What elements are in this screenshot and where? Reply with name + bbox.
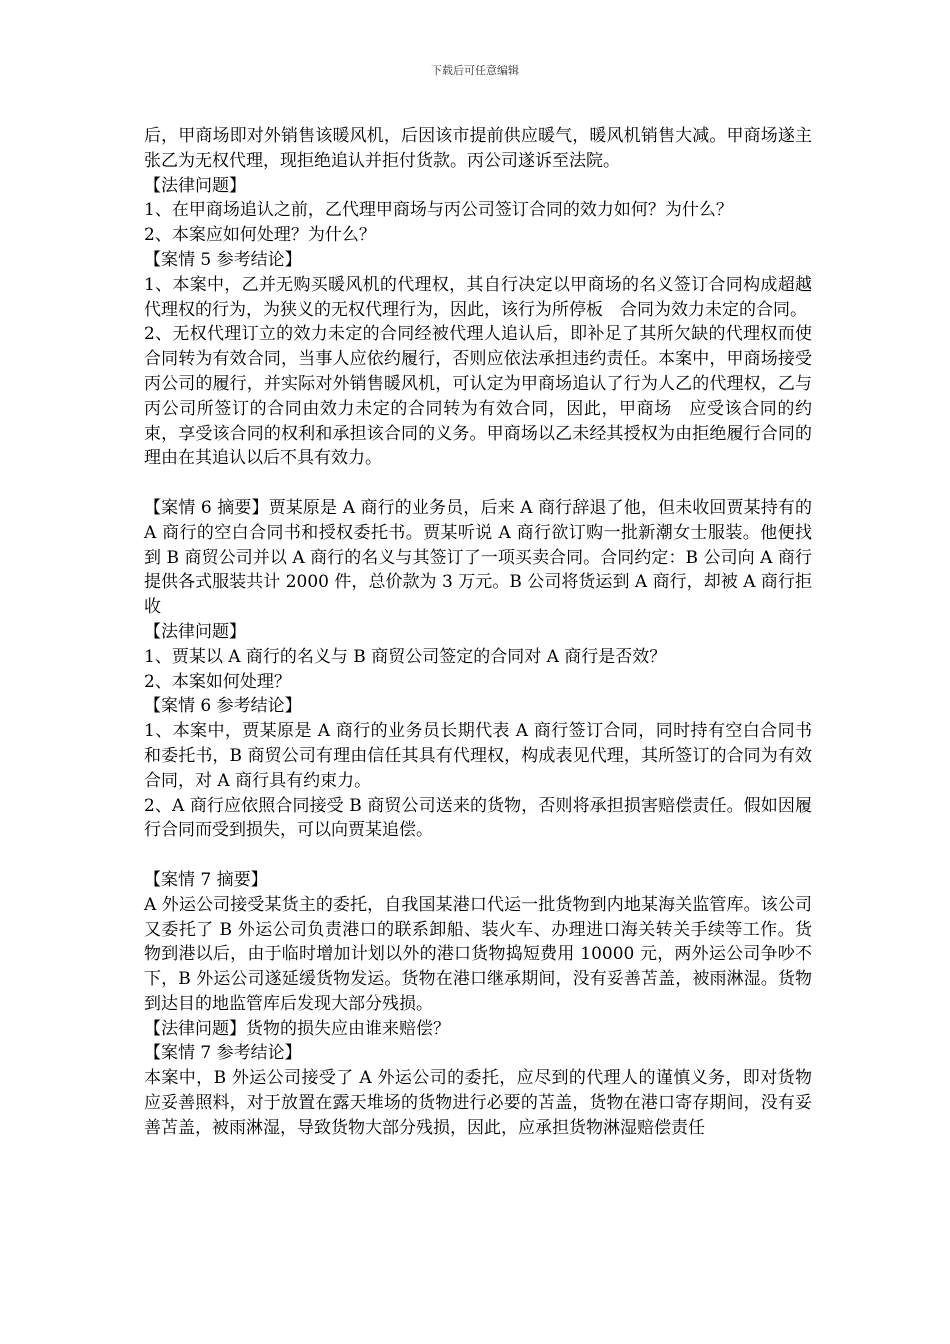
paragraph-case5-continued: 后，甲商场即对外销售该暖风机，后因该市提前供应暖气，暖风机销售大减。甲商场遂主张乙为无权代理，现拒绝追认并拒付货款。丙公司遂诉至法院。 (144, 126, 812, 171)
question-item: 1、贾某以 A 商行的名义与 B 商贸公司签定的合同对 A 商行是否效？ (144, 646, 667, 667)
conclusion-item: 2、A 商行应依照合同接受 B 商贸公司送来的货物，否则将承担损害赔偿责任。假如因履行合同而受到损失，可以向贾某追偿。 (144, 795, 812, 841)
heading-case6-conclusion: 【案情 6 参考结论】 (144, 696, 302, 717)
conclusion-item: 本案中，B 外运公司接受了 A 外运公司的委托，应尽到的代理人的谨慎义务，即对货物应妥善照料，对于放置在露天堆场的货物进行必要的苫盖，货物在港口寄存期间，没有妥善苫盖，被雨淋湿，导致货物大部分残损，因此，应承担货物淋湿赔偿责任 (144, 1068, 812, 1138)
heading-legal-question: 【法律问题】货物的损失应由谁来赔偿？ (144, 1018, 450, 1039)
question-item: 1、在甲商场追认之前，乙代理甲商场与丙公司签订合同的效力如何？为什么？ (144, 200, 733, 221)
question-item: 2、本案如何处理？ (144, 671, 291, 692)
heading-legal-question: 【法律问题】 (144, 621, 246, 642)
document-body (144, 124, 812, 1141)
question-item: 2、本案应如何处理？为什么？ (144, 225, 376, 246)
paragraph-case7-summary: A 外运公司接受某货主的委托，自我国某港口代运一批货物到内地某海关监管库。该公司又委托了 B 外运公司负责港口的联系卸船、装火车、办理进口海关转关手续等工作。货物到港以后，由于临时增加计划以外的港口货物捣短费用 10000 元，两外运公司争吵不下，B 外运公司遂延缓货物发运。货物在港口继承期间，没有妥善苫盖，被雨淋湿。货物到达目的地监管库后发现大部分残损。 (144, 894, 812, 1014)
heading-legal-question: 【法律问题】 (144, 175, 246, 196)
heading-case7-conclusion: 【案情 7 参考结论】 (144, 1043, 302, 1064)
heading-case7-summary: 【案情 7 摘要】 (144, 869, 268, 890)
conclusion-item: 2、无权代理订立的效力未定的合同经被代理人追认后，即补足了其所欠缺的代理权而使合同转为有效合同，当事人应依约履行，否则应依法承担违约责任。本案中，甲商场接受丙公司的履行，并实际对外销售暖风机，可认定为甲商场追认了行为人乙的代理权，乙与丙公司所签订的合同由效力未定的合同转为有效合同，因此，甲商场 应受该合同的约束，享受该合同的权利和承担该合同的义务。甲商场以乙未经其授权为由拒绝履行合同的理由在其追认以后不具有效力。 (144, 324, 812, 469)
page-header: 下载后可任意编辑 (431, 64, 519, 77)
conclusion-item: 1、本案中，贾某原是 A 商行的业务员长期代表 A 商行签订合同，同时持有空白合同书和委托书，B 商贸公司有理由信任其具有代理权，构成表见代理，其所签订的合同为有效合同，对 A 商行具有约束力。 (144, 721, 812, 791)
paragraph-case6-summary: 【案情 6 摘要】贾某原是 A 商行的业务员，后来 A 商行辞退了他，但未收回贾某持有的 A 商行的空白合同书和授权委托书。贾某听说 A 商行欲订购一批新潮女士服装。他便找到 B 商贸公司并以 A 商行的名义与其签订了一项买卖合同。合同约定：B 公司向 A 商行提供各式服装共计 2000 件，总价款为 3 万元。B 公司将货运到 A 商行，却被 A 商行拒收 (144, 497, 812, 618)
blank-line (144, 471, 812, 496)
heading-case5-conclusion: 【案情 5 参考结论】 (144, 249, 302, 270)
blank-line (144, 843, 812, 868)
conclusion-item: 1、本案中，乙并无购买暖风机的代理权，其自行决定以甲商场的名义签订合同构成超越代理权的行为，为狭义的无权代理行为，因此，该行为所停板 合同为效力未定的合同。 (144, 274, 812, 320)
